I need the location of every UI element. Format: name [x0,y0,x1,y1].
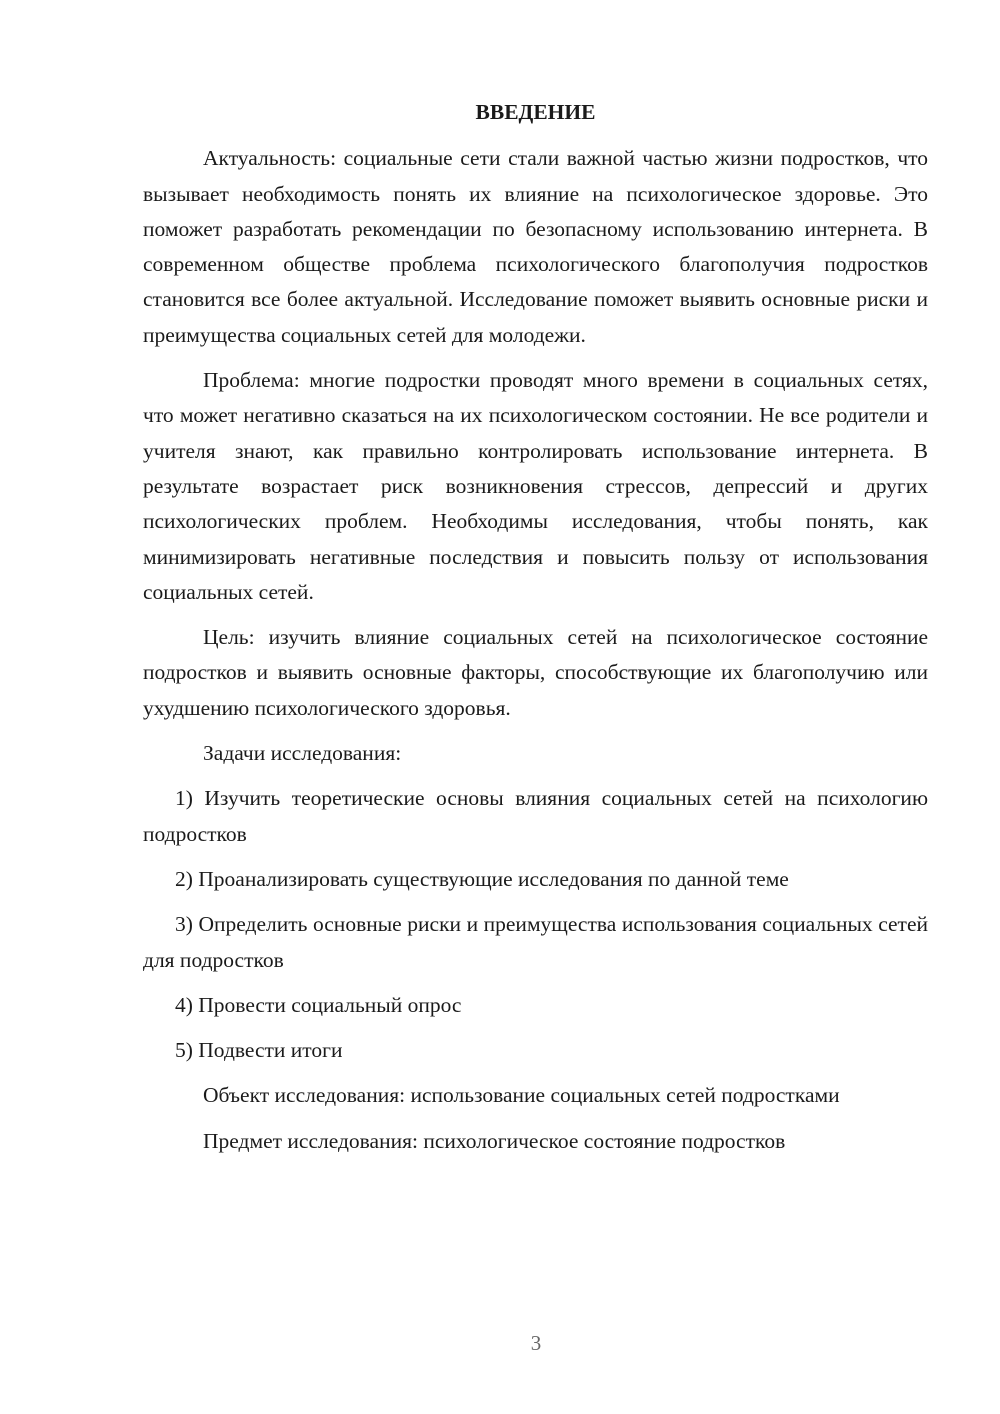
relevance-paragraph: Актуальность: социальные сети стали важной частью жизни подростков, что вызывает необходимость понять их влияние на психологическое здоровье. Это поможет разработать рекомендации по безопасному использованию интернета. В современном обществе проблема психологического благополучия подростков становится все более актуальной. Исследование поможет выявить основные риски и преимущества социальных сетей для молодежи. [143,146,928,347]
research-object-paragraph: Объект исследования: использование социальных сетей подростками [203,1083,840,1108]
task-item-2: 2) Проанализировать существующие исследования по данной теме [175,866,789,891]
goal-paragraph: Цель: изучить влияние социальных сетей на психологическое состояние подростков и выявить основные факторы, способствующие их благополучию или ухудшению психологического здоровья. [143,625,928,720]
section-title: ВВЕДЕНИЕ [475,100,596,124]
task-item-5: 5) Подвести итоги [175,1038,343,1063]
research-subject-paragraph: Предмет исследования: психологическое состояние подростков [203,1128,786,1153]
task-item-4: 4) Провести социальный опрос [175,992,462,1017]
task-item-3: 3) Определить основные риски и преимущества использования социальных сетей для подростков [143,912,928,972]
tasks-heading: Задачи исследования: [203,741,402,766]
document-body [143,95,928,1169]
task-item-1: 1) Изучить теоретические основы влияния социальных сетей на психологию подростков [143,786,928,846]
page-number: 3 [530,1331,542,1355]
problem-paragraph: Проблема: многие подростки проводят много времени в социальных сетях, что может негативно сказаться на их психологическом состоянии. Не все родители и учителя знают, как правильно контролировать использование интернета. В результате возрастает риск возникновения стрессов, депрессий и других психологических проблем. Необходимы исследования, чтобы понять, как минимизировать негативные последствия и повысить пользу от использования социальных сетей. [143,368,928,604]
